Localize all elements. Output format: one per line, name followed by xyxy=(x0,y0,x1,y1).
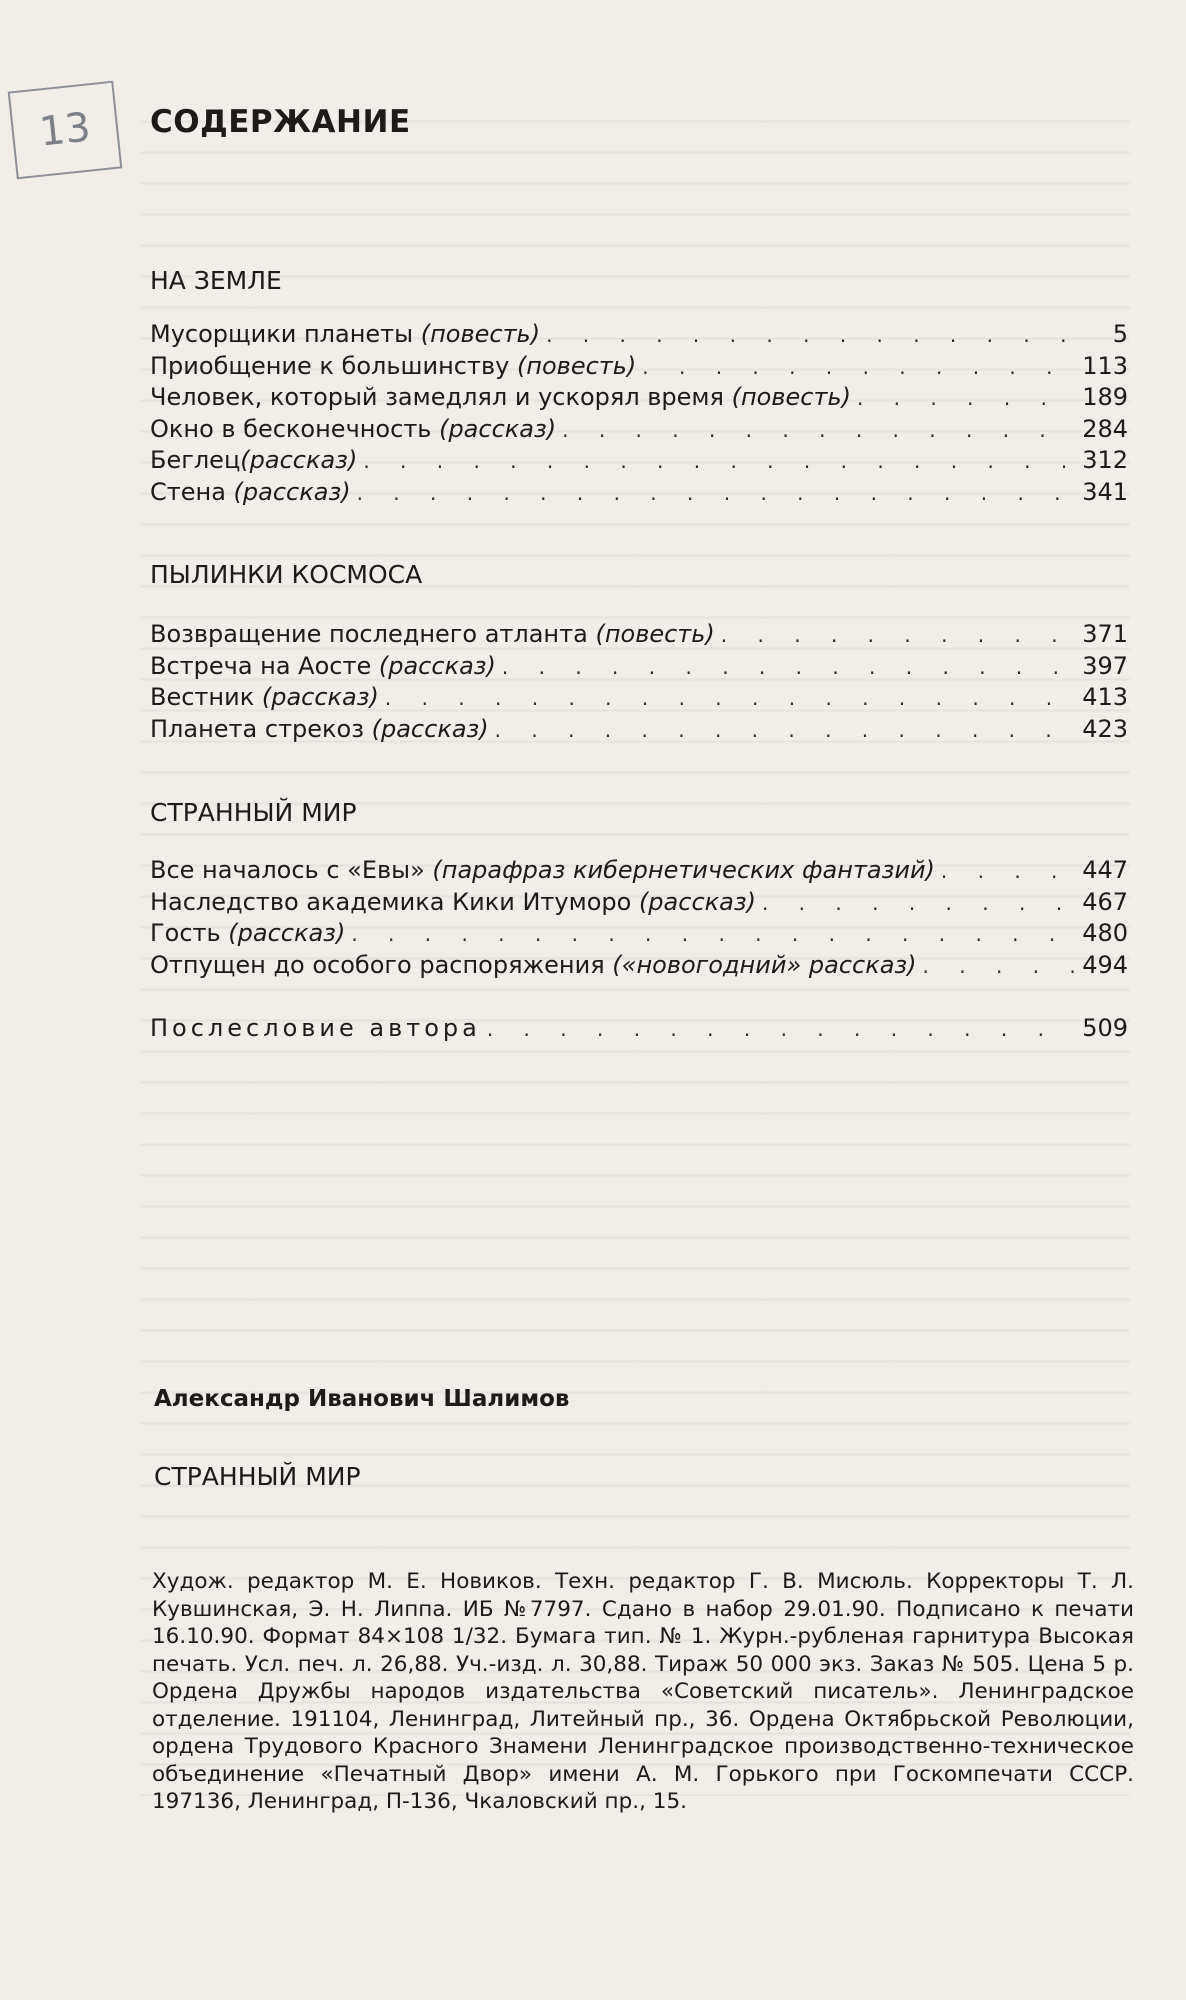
entry-title: Наследство академика Кики Итуморо xyxy=(150,887,632,916)
entry-genre: (рассказ) xyxy=(638,887,756,916)
page-number: 423 xyxy=(1082,714,1128,743)
page-number: 509 xyxy=(1082,1014,1128,1042)
entry-title: Гость xyxy=(150,919,221,947)
dot-leader xyxy=(642,355,1074,379)
entry-title: Приобщение к большинству xyxy=(150,351,510,380)
page-number: 284 xyxy=(1082,414,1128,443)
author-name: Александр Иванович Шалимов xyxy=(154,1386,570,1412)
entry-genre: (рассказ) xyxy=(439,414,557,443)
dot-leader xyxy=(923,954,1074,978)
toc-section-pylinki-kosmosa xyxy=(150,620,1128,746)
dot-leader xyxy=(762,891,1074,915)
page-number: 341 xyxy=(1082,477,1128,506)
page-number: 5 xyxy=(1112,320,1128,348)
page-number: 312 xyxy=(1082,446,1128,474)
entry-title: Все началось с «Евы» xyxy=(150,856,425,884)
page-title: СОДЕРЖАНИЕ xyxy=(150,104,411,140)
entry-genre: (парафраз кибернетических фантазий) xyxy=(432,856,935,884)
toc-section-strannyi-mir xyxy=(150,856,1128,982)
toc-entry[interactable] xyxy=(150,415,1128,447)
entry-title: Человек, который замедлял и ускорял время xyxy=(150,383,724,411)
entry-genre: (рассказ) xyxy=(261,683,379,711)
entry-title: Вестник xyxy=(150,683,255,711)
toc-entry[interactable] xyxy=(150,919,1128,951)
entry-title: Встреча на Аосте xyxy=(150,651,372,680)
entry-title: Окно в бесконечность xyxy=(150,414,432,443)
section-title-pylinki-kosmosa: ПЫЛИНКИ КОСМОСА xyxy=(150,560,423,589)
page-number: 467 xyxy=(1082,887,1128,916)
toc-entry[interactable] xyxy=(150,620,1128,652)
entry-title: Планета стрекоз xyxy=(150,714,364,743)
toc-entry[interactable] xyxy=(150,951,1128,983)
toc-entry[interactable] xyxy=(150,888,1128,920)
section-title-strannyi-mir: СТРАННЫЙ МИР xyxy=(150,798,357,827)
entry-title: Отпущен до особого распоряжения xyxy=(150,950,605,979)
toc-entry-afterword[interactable] xyxy=(150,1014,1128,1046)
section-title-na-zemle: НА ЗЕМЛЕ xyxy=(150,266,282,295)
toc-entry[interactable] xyxy=(150,652,1128,684)
dot-leader xyxy=(546,323,1074,347)
dot-leader xyxy=(941,859,1074,883)
entry-title: Возвращение последнего атланта xyxy=(150,620,588,648)
dot-leader xyxy=(502,655,1074,679)
page-number: 189 xyxy=(1082,383,1128,411)
toc-entry[interactable] xyxy=(150,446,1128,478)
dot-leader xyxy=(562,418,1074,442)
entry-genre: (рассказ) xyxy=(378,651,496,680)
toc-entry[interactable] xyxy=(150,715,1128,747)
page-number: 494 xyxy=(1082,950,1128,979)
entry-genre: (рассказ) xyxy=(371,714,489,743)
dot-leader xyxy=(357,481,1074,505)
dot-leader xyxy=(857,386,1074,410)
dot-leader xyxy=(495,718,1074,742)
stamp-number: 13 xyxy=(37,104,93,156)
toc-entry[interactable] xyxy=(150,856,1128,888)
dot-leader xyxy=(351,922,1074,946)
entry-genre: (повесть) xyxy=(731,383,851,411)
dot-leader xyxy=(487,1017,1074,1041)
entry-genre: (рассказ) xyxy=(228,919,346,947)
entry-genre: (повесть) xyxy=(595,620,715,648)
page-number: 447 xyxy=(1082,856,1128,884)
entry-genre: (повесть) xyxy=(516,351,637,380)
page-number-stamp xyxy=(8,81,123,180)
entry-title: Беглец xyxy=(150,446,241,474)
colophon-imprint: Худож. редактор М. Е. Новиков. Техн. редактор Г. В. Мисюль. Корректоры Т. Л. Кувшинская, Э. Н. Липпа. ИБ №7797. Сдано в набор 29.01.90. Подписано к печати 16.10.90. Формат 84×108 1/32. Бумага тип. № 1. Журн.-рубленая гарнитура Высокая печать. Усл. печ. л. 26,88. Уч.-изд. л. 30,88. Тираж 50 000 экз. Заказ № 505. Цена 5 р. Ордена Дружбы народов издательства «Советский писатель». Ленинградское отделение. 191104, Ленинград, Литейный пр., 36. Ордена Октябрьской Революции, ордена Трудового Красного Знамени Ленинградское производственно-техническое объединение «Печатный Двор» имени А. М. Горького при Госкомпечати СССР. 197136, Ленинград, П-136, Чкаловский пр., 15. xyxy=(152,1569,1134,1814)
dot-leader xyxy=(721,623,1074,647)
page-number: 113 xyxy=(1082,351,1128,380)
toc-entry[interactable] xyxy=(150,383,1128,415)
page-number: 371 xyxy=(1082,620,1128,648)
entry-genre: («новогодний» рассказ) xyxy=(612,950,917,979)
entry-genre: (рассказ) xyxy=(240,446,358,474)
entry-genre: (рассказ) xyxy=(233,477,351,506)
page-number: 480 xyxy=(1082,919,1128,947)
toc-section-na-zemle xyxy=(150,320,1128,509)
dot-leader xyxy=(363,449,1074,473)
page-number: 413 xyxy=(1082,683,1128,711)
dot-leader xyxy=(385,686,1074,710)
toc-entry[interactable] xyxy=(150,320,1128,352)
entry-genre: (повесть) xyxy=(420,320,541,348)
book-title: СТРАННЫЙ МИР xyxy=(154,1462,361,1491)
toc-entry[interactable] xyxy=(150,352,1128,384)
entry-title: Послесловие автора xyxy=(150,1014,481,1042)
entry-title: Мусорщики планеты xyxy=(150,320,414,348)
toc-entry[interactable] xyxy=(150,478,1128,510)
entry-title: Стена xyxy=(150,477,226,506)
toc-afterword xyxy=(150,1014,1128,1046)
toc-entry[interactable] xyxy=(150,683,1128,715)
page-number: 397 xyxy=(1082,651,1128,680)
